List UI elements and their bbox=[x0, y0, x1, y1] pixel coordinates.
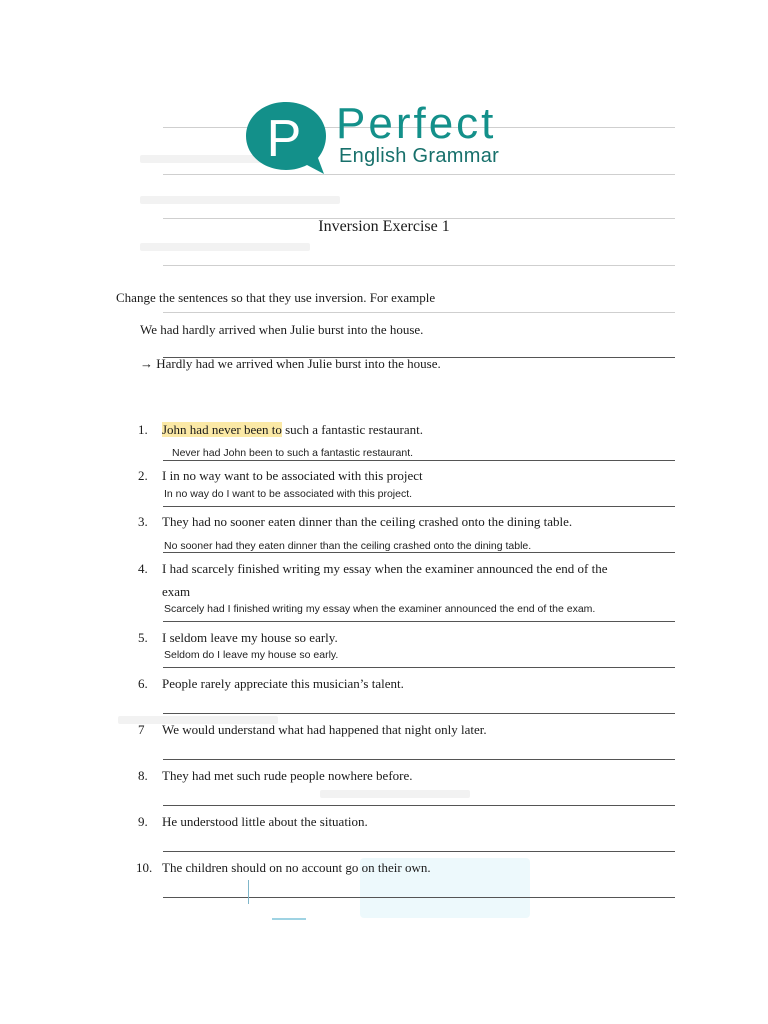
scan-mark bbox=[272, 918, 306, 920]
answer-line bbox=[163, 759, 675, 760]
question-text: I had scarcely finished writing my essay when the examiner announced the end of the bbox=[162, 561, 608, 576]
answer-text[interactable]: Seldom do I leave my house so early. bbox=[164, 649, 339, 661]
question-text: They had met such rude people nowhere before. bbox=[162, 768, 413, 783]
question-text-rest: such a fantastic restaurant. bbox=[281, 422, 423, 437]
question-text: He understood little about the situation. bbox=[162, 814, 368, 829]
question-text: People rarely appreciate this musician’s talent. bbox=[162, 676, 404, 691]
bleed-through-text bbox=[140, 196, 340, 204]
question-text: The children should on no account go on their own. bbox=[162, 860, 431, 875]
highlighted-text: John had never been to bbox=[162, 422, 282, 437]
question-text: I in no way want to be associated with this project bbox=[162, 468, 423, 483]
logo-letter: P bbox=[266, 110, 302, 168]
question-text bbox=[162, 422, 423, 438]
answer-text[interactable]: In no way do I want to be associated with this project. bbox=[164, 488, 413, 500]
answer-line bbox=[163, 713, 675, 714]
question-number: 2. bbox=[138, 468, 148, 483]
ghost-rule bbox=[163, 312, 675, 313]
answer-line bbox=[163, 667, 675, 668]
instruction-text: Change the sentences so that they use inversion. For example bbox=[116, 290, 436, 305]
answer-line bbox=[163, 460, 675, 461]
logo bbox=[244, 100, 534, 176]
speech-bubble-icon bbox=[244, 100, 330, 176]
logo-subtitle: English Grammar bbox=[339, 145, 500, 167]
question-text: We would understand what had happened that night only later. bbox=[162, 722, 487, 737]
question-number: 6. bbox=[138, 676, 148, 691]
example-question: We had hardly arrived when Julie burst into the house. bbox=[140, 322, 424, 337]
answer-text[interactable]: No sooner had they eaten dinner than the ceiling crashed onto the dining table. bbox=[164, 540, 532, 552]
example-answer: → Hardly had we arrived when Julie burst into the house. bbox=[140, 356, 441, 371]
answer-line bbox=[163, 805, 675, 806]
ghost-rule bbox=[163, 265, 675, 266]
answer-text[interactable]: Scarcely had I finished writing my essay when the examiner announced the end of the exam. bbox=[164, 603, 596, 615]
question-number: 9. bbox=[138, 814, 148, 829]
question-number: 5. bbox=[138, 630, 148, 645]
question-text: They had no sooner eaten dinner than the ceiling crashed onto the dining table. bbox=[162, 514, 573, 529]
logo-word: Perfect bbox=[336, 99, 497, 148]
answer-text[interactable]: Never had John been to such a fantastic restaurant. bbox=[172, 447, 414, 459]
answer-line bbox=[163, 851, 675, 852]
question-text-continued: exam bbox=[162, 584, 191, 599]
question-text: I seldom leave my house so early. bbox=[162, 630, 338, 645]
question-number: 8. bbox=[138, 768, 148, 783]
question-number: 4. bbox=[138, 561, 148, 576]
bleed-through-text bbox=[140, 243, 310, 251]
scan-mark bbox=[248, 880, 249, 904]
question-number: 7 bbox=[138, 722, 145, 737]
answer-line bbox=[163, 506, 675, 507]
answer-line bbox=[163, 621, 675, 622]
bleed-through-text bbox=[320, 790, 470, 798]
question-number: 1. bbox=[138, 422, 148, 437]
question-number: 10. bbox=[136, 860, 153, 875]
answer-line bbox=[163, 552, 675, 553]
question-number: 3. bbox=[138, 514, 148, 529]
answer-line bbox=[163, 897, 675, 898]
page-title: Inversion Exercise 1 bbox=[318, 218, 450, 235]
